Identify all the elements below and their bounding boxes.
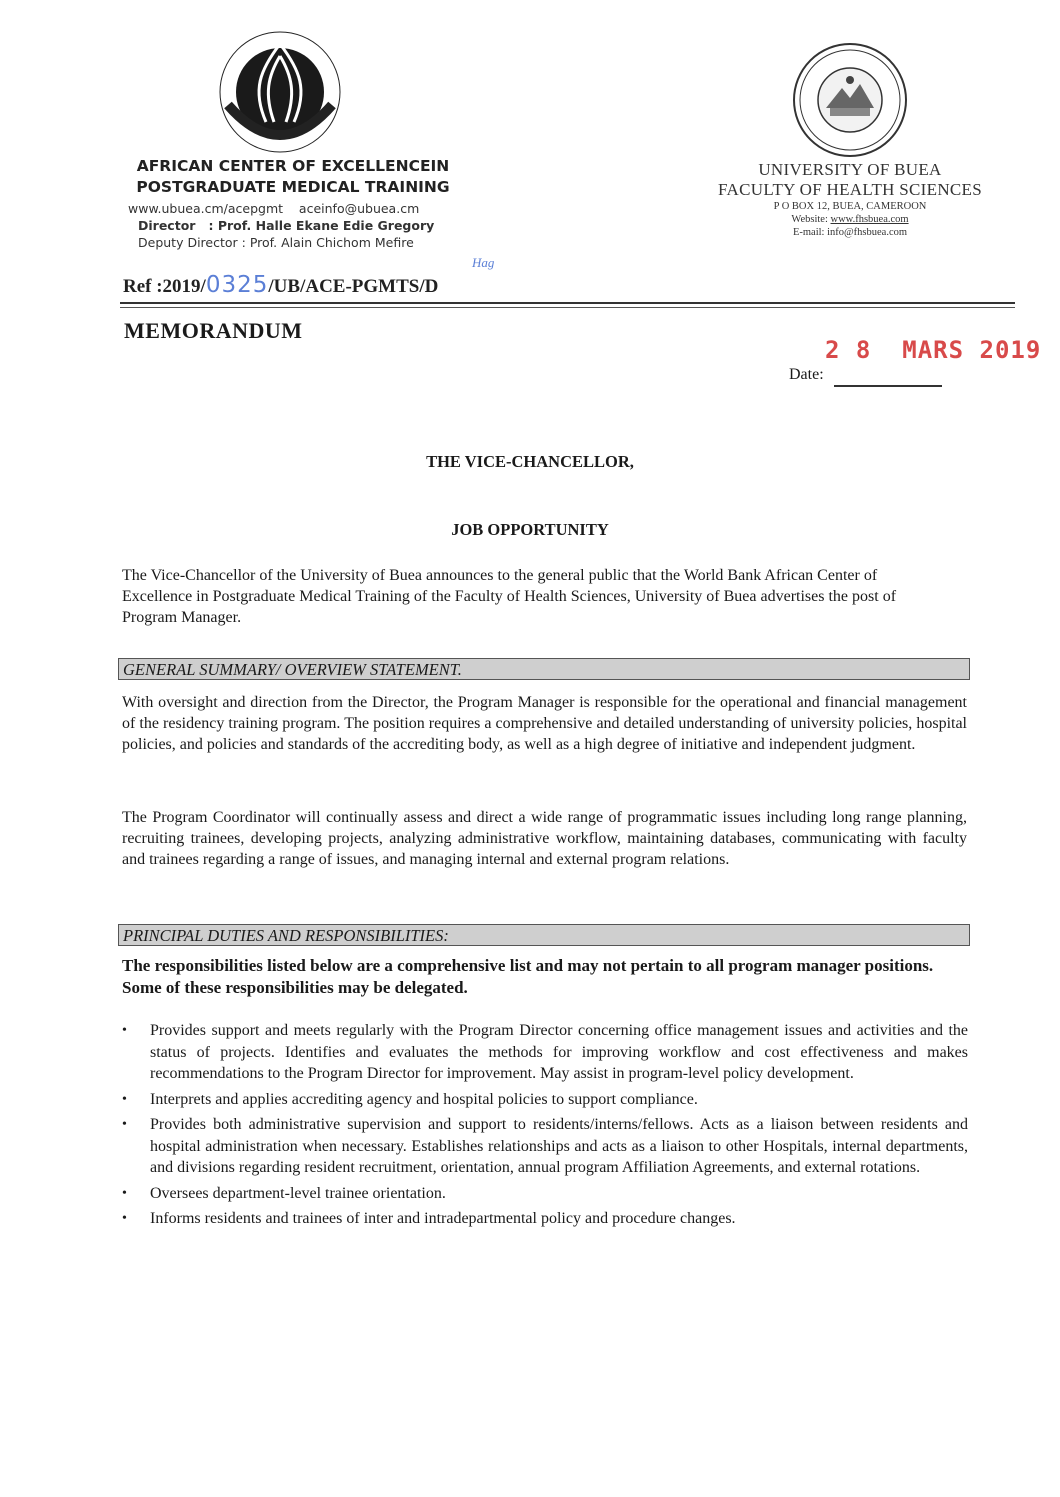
org-director: Director : Prof. Halle Ekane Edie Gregory bbox=[138, 218, 435, 233]
list-item-text: Provides support and meets regularly with the Program Director concerning office management issues and activities and the status of projects. Identifies and evaluates the methods for improving workflow and cost effectiveness and makes recommendations to the Program Director for improvement. May assist in program-level policy development. bbox=[150, 1022, 968, 1082]
ace-logo bbox=[210, 30, 350, 155]
email-line: E-mail: info@fhsbuea.com bbox=[792, 227, 908, 238]
list-item-text: Oversees department-level trainee orientation. bbox=[150, 1184, 446, 1202]
reference-number bbox=[123, 272, 438, 298]
heading-vice-chancellor: THE VICE-CHANCELLOR, bbox=[426, 452, 634, 471]
org-contact bbox=[128, 200, 458, 251]
university-name: UNIVERSITY OF BUEA bbox=[758, 160, 942, 179]
list-item bbox=[118, 1183, 968, 1205]
university-seal bbox=[790, 40, 910, 160]
website-link[interactable]: www.fhsbuea.com bbox=[830, 214, 909, 225]
org-web-email: www.ubuea.cm/acepgmt aceinfo@ubuea.cm bbox=[128, 201, 420, 216]
section-title-general-summary: GENERAL SUMMARY/ OVERVIEW STATEMENT. bbox=[118, 658, 970, 680]
intro-paragraph: The Vice-Chancellor of the University of Buea announces to the general public that the World Bank African Center of Excellence in Postgraduate Medical Training of the Faculty of Health Sciences, University of Buea advertises the post of Program Manager. bbox=[122, 567, 897, 626]
list-item bbox=[118, 1208, 968, 1230]
list-item bbox=[118, 1020, 968, 1085]
handwritten-initials: Hag bbox=[472, 255, 495, 270]
po-box: P O BOX 12, BUEA, CAMEROON bbox=[773, 201, 927, 212]
org-deputy-director: Deputy Director : Prof. Alain Chichom Mefire bbox=[138, 235, 414, 250]
faculty-name: FACULTY OF HEALTH SCIENCES bbox=[718, 180, 982, 199]
bullet-icon: • bbox=[122, 1211, 127, 1226]
date-stamp: 2 8 MARS 2019 bbox=[825, 336, 1042, 364]
date-underline bbox=[834, 385, 942, 387]
org-name-line2: POSTGRADUATE MEDICAL TRAINING bbox=[136, 178, 450, 196]
summary-paragraph-2: The Program Coordinator will continually assess and direct a wide range of programmatic issues including long range planning, recruiting trainees, developing projects, analyzing administrative workflow, maintaining databases, communicating with faculty and trainees regarding a range of issues, and managing internal and external program relations. bbox=[122, 809, 967, 868]
section-title-duties: PRINCIPAL DUTIES AND RESPONSIBILITIES: bbox=[118, 924, 970, 946]
summary-paragraph-1: With oversight and direction from the Director, the Program Manager is responsible for the operational and financial management of the residency training program. The position requires a comprehensive and detailed understanding of university policies, hospital policies, and policies and standards of the accrediting body, as well as a high degree of initiative and independent judgment. bbox=[122, 694, 967, 753]
ref-suffix: /UB/ACE-PGMTS/D bbox=[268, 276, 439, 297]
ref-prefix: Ref :2019/ bbox=[123, 276, 206, 297]
list-item bbox=[118, 1114, 968, 1179]
list-item-text: Interprets and applies accrediting agency and hospital policies to support compliance. bbox=[150, 1090, 698, 1108]
org-name-line1: AFRICAN CENTER OF EXCELLENCEIN bbox=[136, 157, 450, 175]
list-item bbox=[118, 1089, 968, 1111]
list-item-text: Informs residents and trainees of inter and intradepartmental policy and procedure changes. bbox=[150, 1210, 736, 1227]
university-header bbox=[690, 160, 1010, 239]
header-divider-thin bbox=[120, 307, 1015, 308]
list-item-text: Provides both administrative supervision and support to residents/interns/fellows. Acts as a liaison between residents and hospital administration when necessary. Establishes relationships and acts as a liaison to other Hospitals, internal departments, and divisions regarding resident recruitment, orientation, annual program Affiliation Agreements, and external rotations. bbox=[150, 1116, 968, 1176]
website-label: Website: bbox=[791, 214, 831, 225]
bullet-icon: • bbox=[122, 1185, 127, 1201]
bullet-icon: • bbox=[122, 1023, 127, 1038]
header-divider bbox=[120, 302, 1015, 304]
date-label: Date: bbox=[789, 366, 824, 383]
org-name bbox=[128, 156, 458, 198]
memo-title: MEMORANDUM bbox=[124, 318, 303, 343]
ref-handwritten-number: 0325 bbox=[205, 272, 269, 298]
heading-job-opportunity: JOB OPPORTUNITY bbox=[451, 520, 609, 539]
duties-list bbox=[118, 1020, 968, 1234]
bullet-icon: • bbox=[122, 1117, 127, 1132]
bullet-icon: • bbox=[122, 1091, 127, 1107]
website-line bbox=[690, 213, 1010, 226]
responsibilities-note: The responsibilities listed below are a comprehensive list and may not pertain to all program manager positions. Some of these responsibilities may be delegated. bbox=[122, 956, 934, 997]
